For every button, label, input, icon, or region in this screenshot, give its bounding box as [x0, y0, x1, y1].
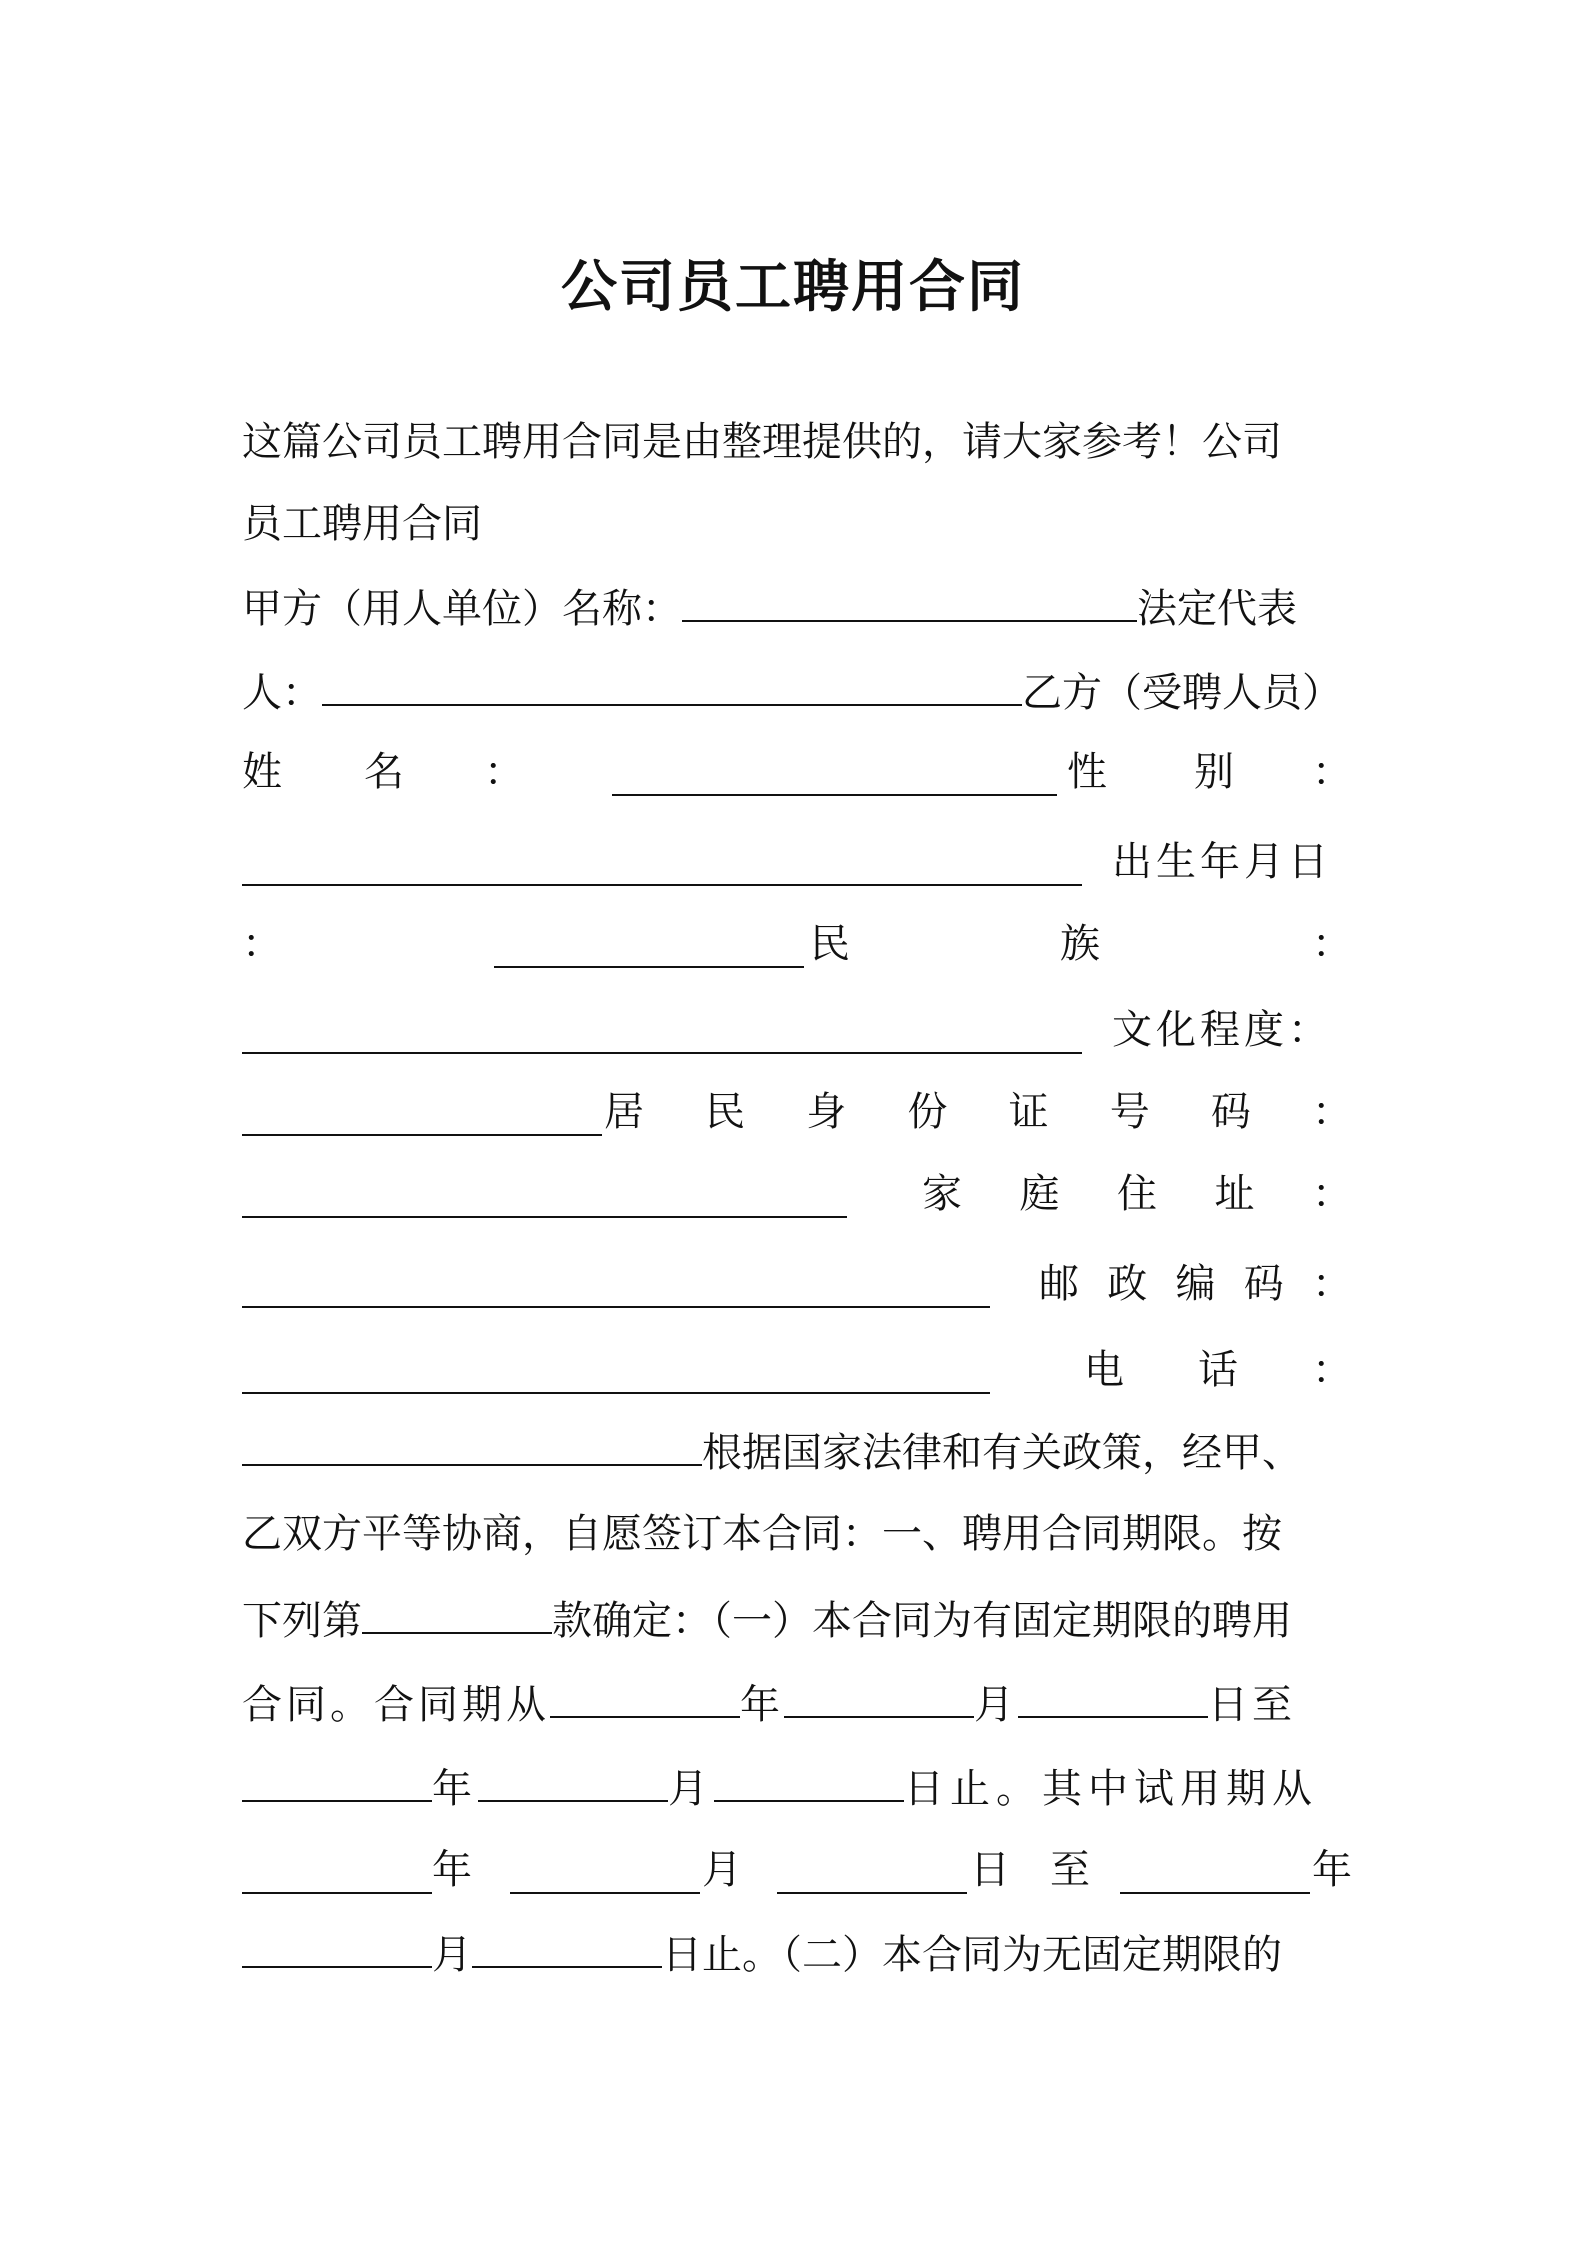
label-char: 码 — [1243, 1261, 1284, 1307]
label-char: 居 — [604, 1089, 644, 1135]
month-label: 月 — [668, 1766, 714, 1812]
gender-label-colon: ： — [1312, 749, 1352, 795]
label-char: 政 — [1107, 1261, 1148, 1307]
label-char: 庭 — [1019, 1171, 1060, 1217]
blank-line — [612, 750, 1057, 796]
blank-line — [777, 1848, 967, 1894]
blank-line — [242, 1922, 432, 1968]
document-title: 公司员工聘用合同 — [561, 255, 1025, 320]
text-line-19 — [242, 1922, 1352, 1982]
text-line-4 — [242, 660, 1352, 720]
text-line-3 — [242, 576, 1352, 636]
month-label: 月 — [432, 1932, 472, 1978]
label-char: 身 — [806, 1089, 847, 1135]
year-label: 年 — [432, 1766, 478, 1812]
blank-line — [784, 1672, 974, 1718]
clause-prefix: 下列第 — [242, 1598, 362, 1644]
blank-line — [362, 1588, 552, 1634]
blank-line — [1018, 1672, 1208, 1718]
text-line-7 — [242, 914, 1352, 974]
text-line-2 — [242, 494, 1352, 554]
blank-line — [242, 1262, 990, 1308]
year-label: 年 — [432, 1847, 472, 1893]
party-a-name-label: 甲方（用人单位）名称： — [242, 586, 682, 632]
label-char: 码 — [1210, 1089, 1251, 1135]
text-line-9 — [242, 1082, 1352, 1142]
blank-line — [242, 1090, 602, 1136]
label-char: 号 — [1109, 1089, 1150, 1135]
blank-line — [472, 1922, 662, 1968]
blank-line — [242, 1172, 847, 1218]
month-label: 月 — [974, 1682, 1018, 1728]
label-char: ： — [1312, 1171, 1352, 1217]
blank-line — [242, 1756, 432, 1802]
home-address-label — [922, 1164, 1352, 1224]
text-line-13 — [242, 1420, 1352, 1480]
blank-line — [550, 1672, 740, 1718]
blank-line — [242, 1348, 990, 1394]
label-char: ： — [1312, 1347, 1352, 1393]
blank-line — [242, 1008, 1082, 1054]
text-line-14 — [242, 1504, 1352, 1564]
blank-line — [714, 1756, 904, 1802]
name-label-1: 姓 — [242, 749, 282, 795]
gender-label-1: 性 — [1067, 749, 1107, 795]
label-char: 证 — [1008, 1089, 1049, 1135]
probation-label: 日止。其中试用期从 — [904, 1766, 1318, 1812]
label-char: 电 — [1084, 1347, 1124, 1393]
to-label: 至 — [1050, 1847, 1090, 1893]
blank-line — [682, 576, 1137, 622]
blank-line — [322, 660, 1022, 706]
label-char: 址 — [1214, 1171, 1255, 1217]
birthdate-label: 出生年月日 — [1112, 839, 1332, 885]
day-to-label: 日至 — [1208, 1682, 1296, 1728]
label-char: 编 — [1175, 1261, 1216, 1307]
text-line-5 — [242, 742, 1352, 802]
postal-code-label — [1039, 1254, 1352, 1314]
term-from-label: 合同。合同期从 — [242, 1682, 550, 1728]
text-line-16 — [242, 1672, 1352, 1732]
id-number-label — [604, 1082, 1352, 1142]
ethnicity-colon: ： — [1312, 921, 1352, 967]
intro-text: 这篇公司员工聘用合同是由整理提供的，请大家参考！公司 — [242, 419, 1282, 465]
intro-text-cont: 员工聘用合同 — [242, 501, 482, 547]
text-line-6 — [242, 832, 1352, 892]
birthdate-colon: ： — [242, 921, 282, 967]
education-label: 文化程度： — [1112, 1007, 1332, 1053]
party-b-label: 乙方（受聘人员） — [1022, 670, 1342, 716]
blank-line — [242, 1848, 432, 1894]
blank-line — [478, 1756, 668, 1802]
name-label-2: 名 — [364, 749, 404, 795]
text-line-15 — [242, 1588, 1352, 1648]
legal-rep-label: 法定代表 — [1137, 586, 1297, 632]
gender-label-2: 别 — [1194, 749, 1234, 795]
blank-line — [1120, 1848, 1310, 1894]
blank-line — [494, 922, 804, 968]
year-label: 年 — [740, 1682, 784, 1728]
month-label: 月 — [702, 1847, 742, 1893]
label-char: 民 — [705, 1089, 746, 1135]
year-label: 年 — [1312, 1847, 1352, 1893]
text-line-17 — [242, 1756, 1352, 1816]
text-line-12 — [242, 1340, 1352, 1400]
name-label-colon: ： — [484, 749, 524, 795]
clause-two-text: 日止。（二）本合同为无固定期限的 — [662, 1932, 1282, 1978]
label-char: 邮 — [1039, 1261, 1079, 1307]
legal-rep-label-cont: 人： — [242, 670, 322, 716]
label-char: ： — [1311, 1089, 1352, 1135]
text-line-10 — [242, 1164, 1352, 1224]
text-line-1 — [242, 412, 1352, 472]
text-line-18 — [242, 1840, 1352, 1900]
blank-line — [242, 1420, 702, 1466]
label-char: ： — [1312, 1261, 1352, 1307]
agreement-text-cont: 乙双方平等协商，自愿签订本合同：一、聘用合同期限。按 — [242, 1511, 1282, 1557]
agreement-text: 根据国家法律和有关政策，经甲、 — [702, 1430, 1302, 1476]
phone-label — [1084, 1340, 1352, 1400]
label-char: 住 — [1117, 1171, 1157, 1217]
label-char: 家 — [922, 1171, 962, 1217]
day-label: 日 — [970, 1847, 1010, 1893]
blank-line — [510, 1848, 700, 1894]
ethnicity-label-1: 民 — [810, 921, 850, 967]
ethnicity-label-2: 族 — [1060, 921, 1100, 967]
text-line-11 — [242, 1254, 1352, 1314]
clause-text: 款确定：（一）本合同为有固定期限的聘用 — [552, 1598, 1292, 1644]
blank-line — [242, 840, 1082, 886]
label-char: 话 — [1198, 1347, 1238, 1393]
label-char: 份 — [907, 1089, 948, 1135]
text-line-8 — [242, 1000, 1352, 1060]
